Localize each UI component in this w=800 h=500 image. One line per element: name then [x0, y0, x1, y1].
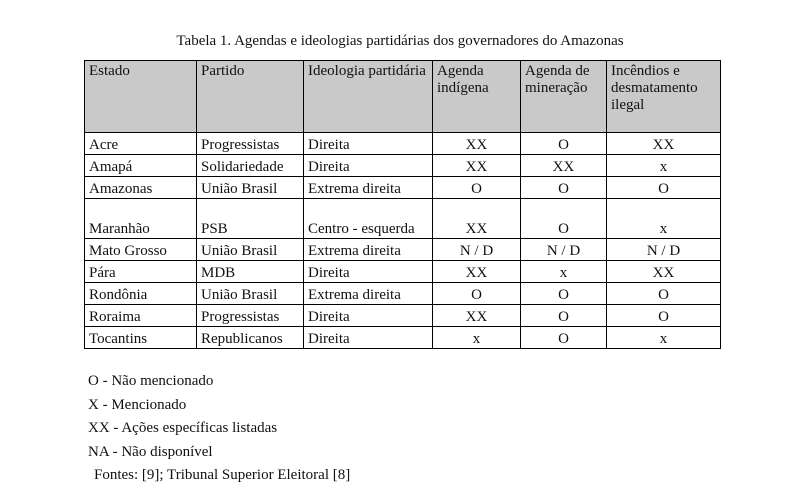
legend-item: O - Não mencionado [88, 373, 214, 389]
governors-table [84, 60, 721, 349]
column-header-ideologia: Ideologia partidária [304, 61, 433, 133]
cell-agenda-indigena: x [433, 327, 521, 349]
cell-ideologia: Direita [304, 155, 433, 177]
table-row [85, 305, 721, 327]
cell-agenda-mineracao: O [521, 177, 607, 199]
cell-partido: PSB [197, 199, 304, 239]
cell-incendios: x [607, 155, 721, 177]
table-row [85, 261, 721, 283]
cell-ideologia: Centro - esquerda [304, 199, 433, 239]
cell-partido: MDB [197, 261, 304, 283]
cell-incendios: x [607, 199, 721, 239]
table-row [85, 155, 721, 177]
cell-agenda-mineracao: XX [521, 155, 607, 177]
cell-agenda-indigena: XX [433, 305, 521, 327]
cell-incendios: O [607, 305, 721, 327]
table-row [85, 239, 721, 261]
table-row [85, 133, 721, 155]
column-header-estado: Estado [85, 61, 197, 133]
table-caption: Tabela 1. Agendas e ideologias partidárias dos governadores do Amazonas [176, 33, 624, 49]
cell-estado: Maranhão [85, 199, 197, 239]
cell-ideologia: Extrema direita [304, 239, 433, 261]
cell-ideologia: Extrema direita [304, 283, 433, 305]
cell-ideologia: Direita [304, 327, 433, 349]
cell-agenda-indigena: XX [433, 261, 521, 283]
cell-incendios: O [607, 177, 721, 199]
cell-incendios: XX [607, 133, 721, 155]
table-header-row [85, 61, 721, 133]
cell-estado: Mato Grosso [85, 239, 197, 261]
legend-item: XX - Ações específicas listadas [88, 420, 278, 436]
cell-agenda-indigena: O [433, 177, 521, 199]
cell-agenda-mineracao: O [521, 327, 607, 349]
cell-partido: Progressistas [197, 133, 304, 155]
cell-estado: Rondônia [85, 283, 197, 305]
column-header-agenda-mineracao: Agenda de mineração [521, 61, 607, 133]
cell-agenda-indigena: XX [433, 199, 521, 239]
table-row [85, 177, 721, 199]
cell-ideologia: Direita [304, 305, 433, 327]
cell-partido: União Brasil [197, 283, 304, 305]
cell-partido: Progressistas [197, 305, 304, 327]
cell-agenda-indigena: XX [433, 155, 521, 177]
column-header-partido: Partido [197, 61, 304, 133]
column-header-incendios: Incêndios e desmatamento ilegal [607, 61, 721, 133]
cell-incendios: XX [607, 261, 721, 283]
cell-estado: Amazonas [85, 177, 197, 199]
cell-estado: Amapá [85, 155, 197, 177]
cell-agenda-mineracao: O [521, 133, 607, 155]
cell-partido: Solidariedade [197, 155, 304, 177]
cell-incendios: O [607, 283, 721, 305]
legend-item: NA - Não disponível [88, 443, 213, 460]
cell-estado: Tocantins [85, 327, 197, 349]
cell-ideologia: Extrema direita [304, 177, 433, 199]
cell-estado: Pára [85, 261, 197, 283]
sources-note: Fontes: [9]; Tribunal Superior Eleitoral [8] [94, 467, 351, 483]
cell-agenda-mineracao: x [521, 261, 607, 283]
table-row [85, 283, 721, 305]
cell-estado: Acre [85, 133, 197, 155]
cell-agenda-indigena: O [433, 283, 521, 305]
table-row [85, 199, 721, 239]
cell-agenda-indigena: XX [433, 133, 521, 155]
cell-estado: Roraima [85, 305, 197, 327]
table-row [85, 327, 721, 349]
cell-partido: União Brasil [197, 177, 304, 199]
cell-ideologia: Direita [304, 133, 433, 155]
table-legend [88, 370, 350, 488]
cell-agenda-indigena: N / D [433, 239, 521, 261]
cell-agenda-mineracao: O [521, 199, 607, 239]
cell-agenda-mineracao: O [521, 305, 607, 327]
cell-partido: União Brasil [197, 239, 304, 261]
column-header-agenda-indigena: Agenda indígena [433, 61, 521, 133]
cell-incendios: N / D [607, 239, 721, 261]
cell-partido: Republicanos [197, 327, 304, 349]
cell-ideologia: Direita [304, 261, 433, 283]
cell-agenda-mineracao: N / D [521, 239, 607, 261]
cell-agenda-mineracao: O [521, 283, 607, 305]
legend-item: X - Mencionado [88, 396, 187, 413]
cell-incendios: x [607, 327, 721, 349]
